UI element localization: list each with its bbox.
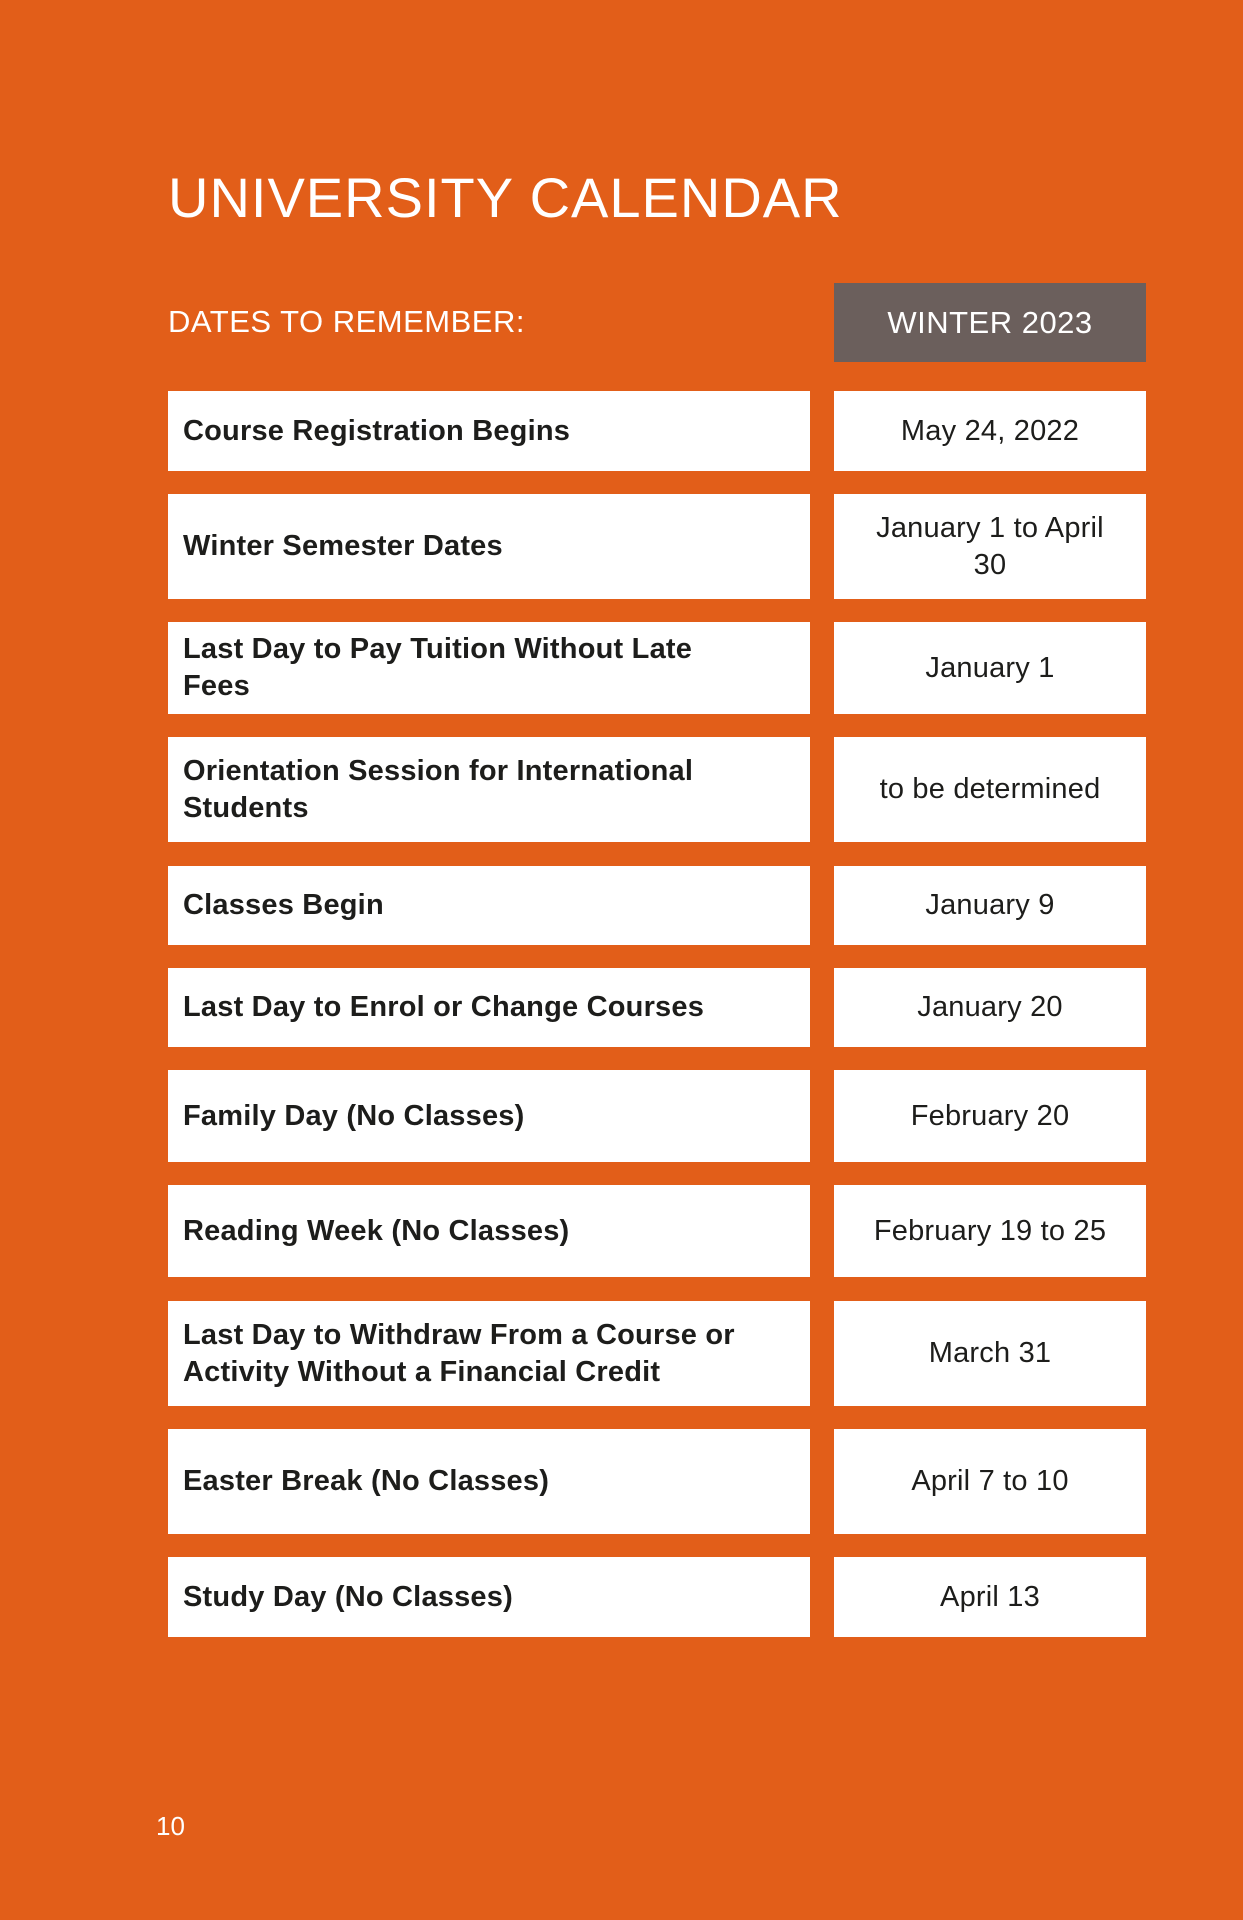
date-cell-orientation xyxy=(834,737,1146,842)
date-cell-tuition-deadline xyxy=(834,622,1146,714)
event-cell-study-day xyxy=(168,1557,810,1637)
date-cell-classes-begin xyxy=(834,866,1146,945)
event-cell-family-day xyxy=(168,1070,810,1162)
event-label: Study Day (No Classes) xyxy=(183,1580,513,1613)
date-cell-family-day xyxy=(834,1070,1146,1162)
event-cell-classes-begin xyxy=(168,866,810,945)
date-cell-course-registration xyxy=(834,391,1146,471)
date-label: to be determined xyxy=(879,773,1101,805)
event-cell-easter-break xyxy=(168,1429,810,1534)
event-cell-course-registration xyxy=(168,391,810,471)
event-label: Winter Semester Dates xyxy=(183,530,503,562)
event-cell-winter-semester xyxy=(168,494,810,599)
date-label: May 24, 2022 xyxy=(900,414,1080,447)
event-cell-enrol-change xyxy=(168,968,810,1047)
date-label: February 20 xyxy=(910,1099,1070,1132)
date-cell-study-day xyxy=(834,1557,1146,1637)
event-label: Orientation Session for International Students xyxy=(183,754,694,824)
date-label: January 20 xyxy=(917,991,1063,1023)
event-label: Easter Break (No Classes) xyxy=(183,1465,550,1497)
event-label: Last Day to Enrol or Change Courses xyxy=(183,991,705,1023)
event-cell-reading-week xyxy=(168,1185,810,1277)
event-label: Last Day to Pay Tuition Without Late Fees xyxy=(183,633,693,702)
event-cell-orientation xyxy=(168,737,810,842)
page-number: 10 xyxy=(156,1811,185,1841)
date-cell-reading-week xyxy=(834,1185,1146,1277)
date-label: January 1 to April 30 xyxy=(876,511,1104,581)
date-label: January 1 xyxy=(925,651,1055,684)
date-label: February 19 to 25 xyxy=(873,1214,1107,1247)
term-badge: WINTER 2023 xyxy=(834,283,1146,362)
event-label: Course Registration Begins xyxy=(183,414,571,447)
event-cell-tuition-deadline xyxy=(168,622,810,714)
date-cell-enrol-change xyxy=(834,968,1146,1047)
event-label: Last Day to Withdraw From a Course or Activity Without a Financial Credit xyxy=(183,1318,735,1388)
date-label: April 13 xyxy=(940,1580,1040,1613)
date-cell-easter-break xyxy=(834,1429,1146,1534)
date-cell-withdraw-deadline xyxy=(834,1301,1146,1406)
event-cell-withdraw-deadline xyxy=(168,1301,810,1406)
date-cell-winter-semester xyxy=(834,494,1146,599)
event-label: Family Day (No Classes) xyxy=(183,1099,525,1132)
date-label: April 7 to 10 xyxy=(911,1465,1069,1497)
event-label: Reading Week (No Classes) xyxy=(183,1214,570,1247)
dates-to-remember-label: DATES TO REMEMBER: xyxy=(168,304,525,339)
page-title: UNIVERSITY CALENDAR xyxy=(168,166,843,229)
date-label: March 31 xyxy=(928,1337,1052,1369)
date-label: January 9 xyxy=(925,889,1055,921)
event-label: Classes Begin xyxy=(183,889,384,921)
